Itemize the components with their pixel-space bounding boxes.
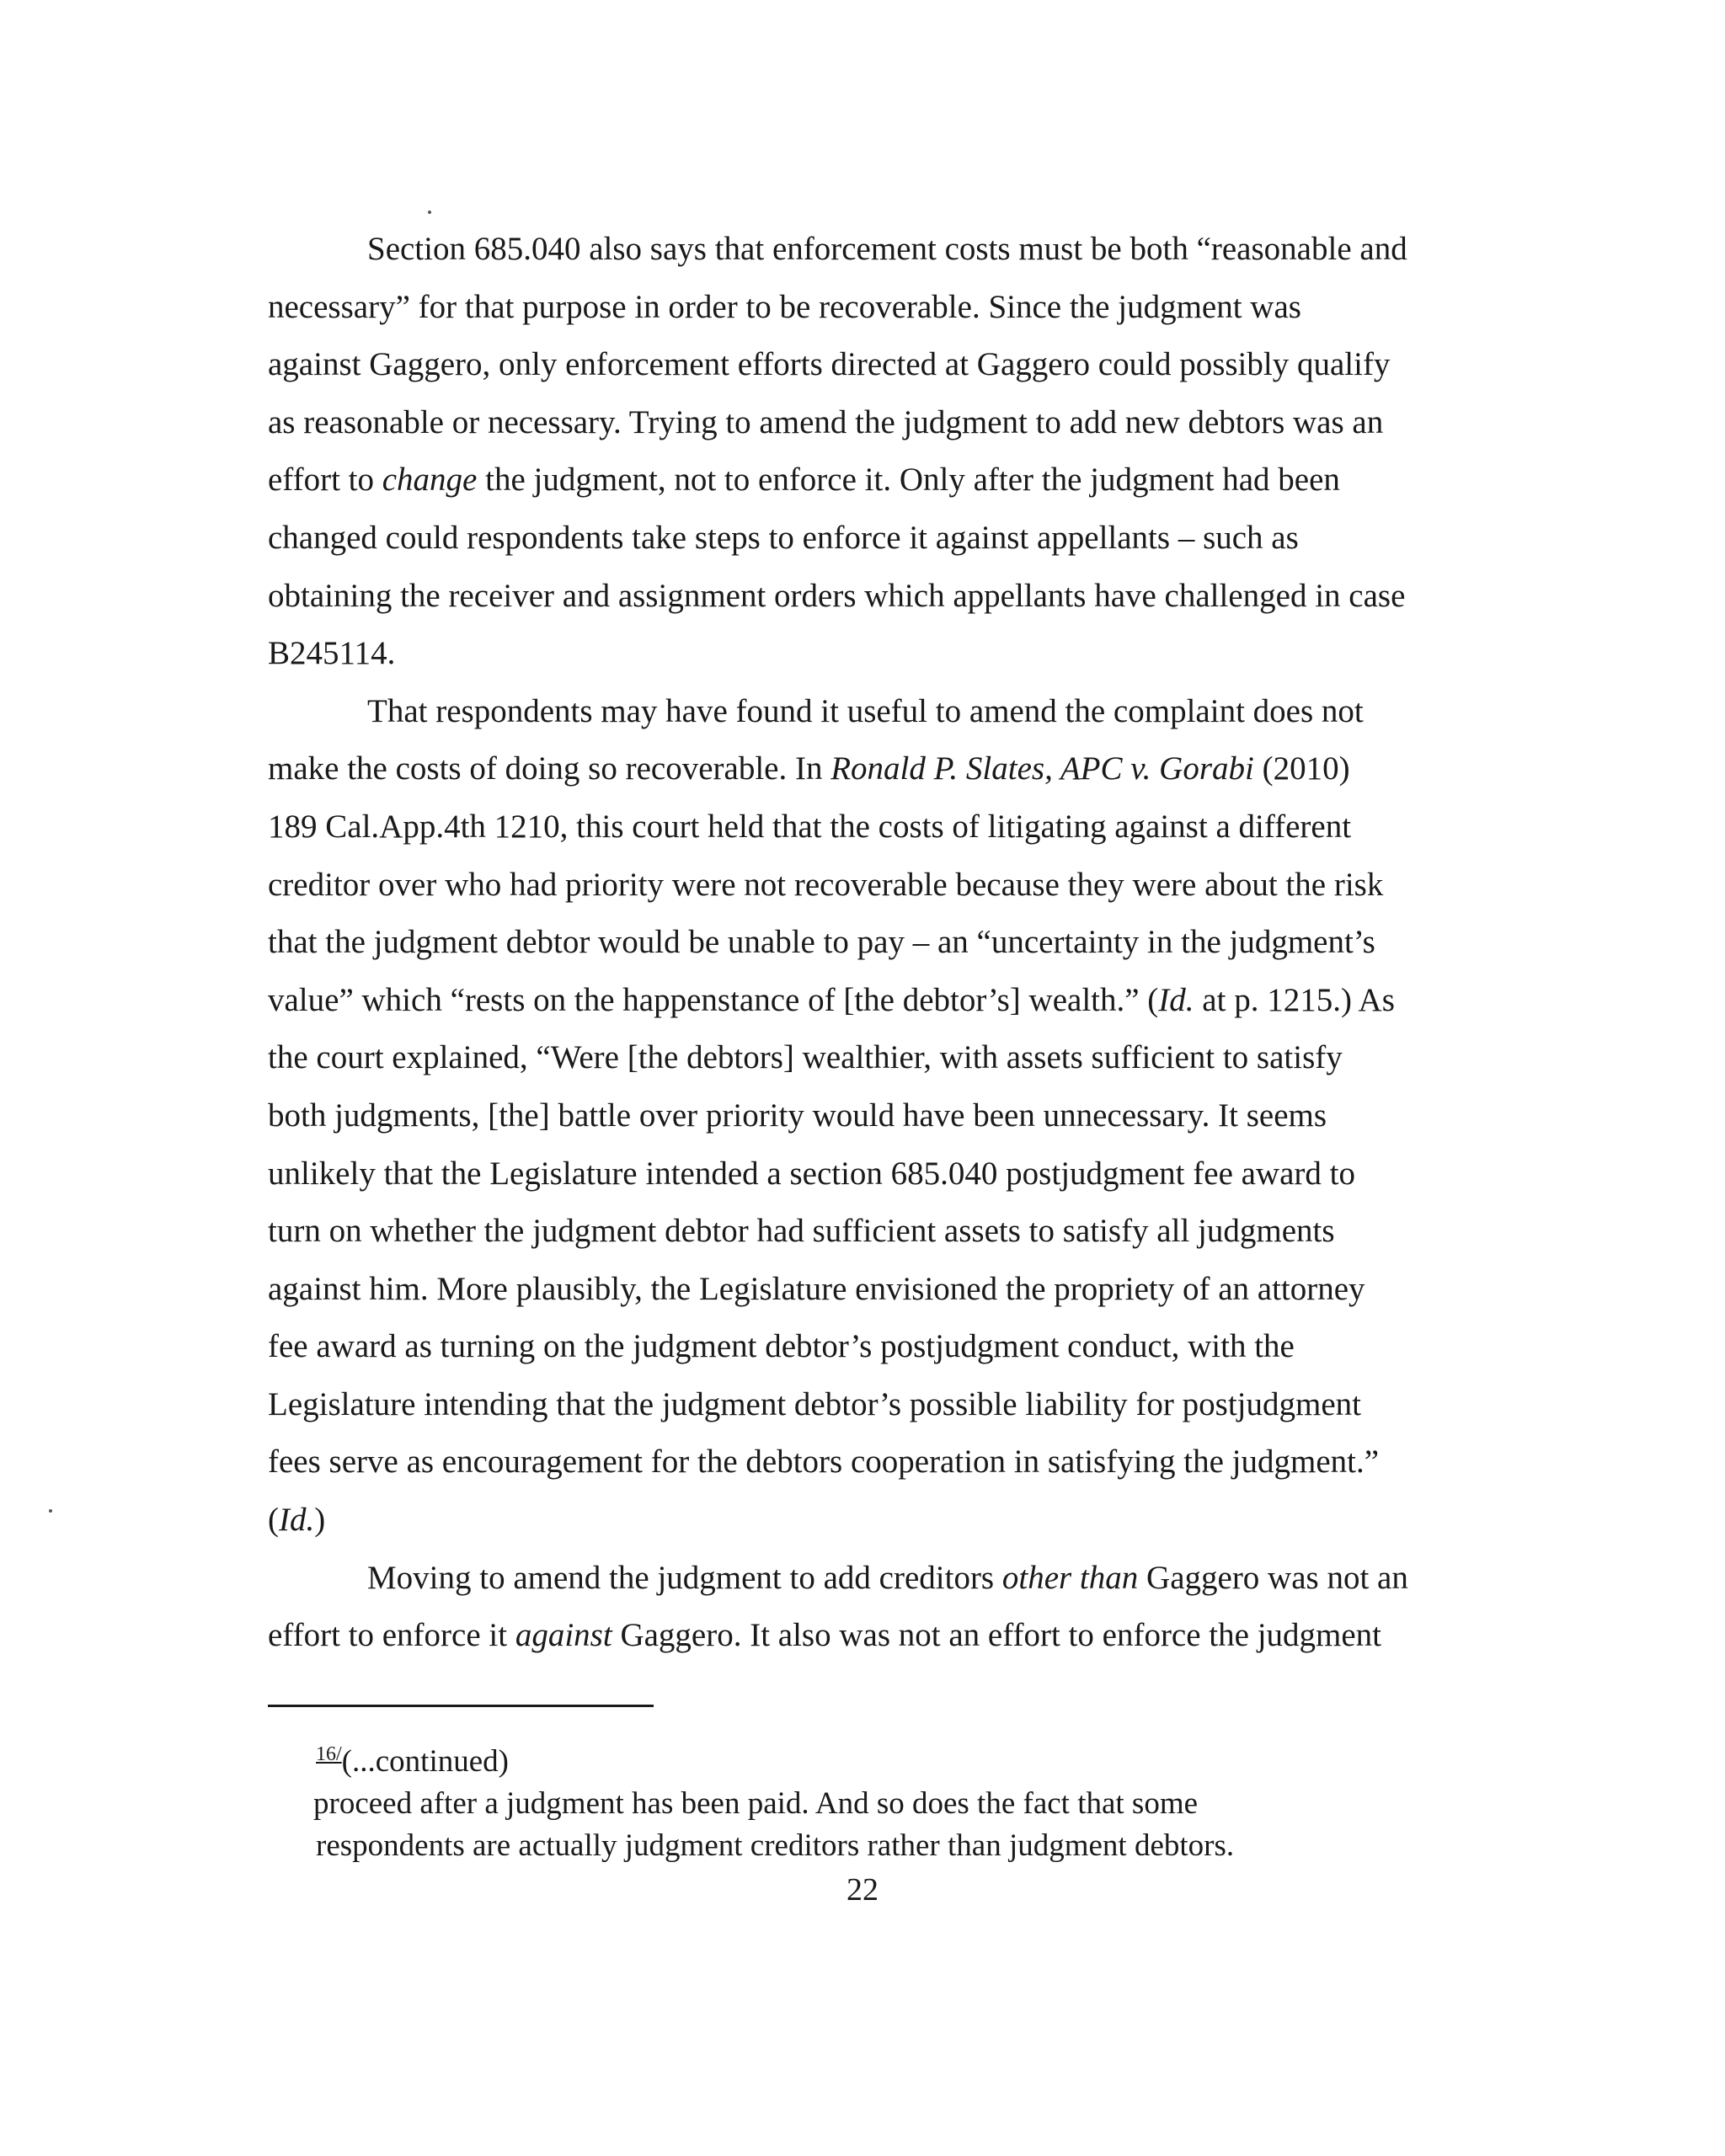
text-line: creditor over who had priority were not recoverable because they were about the risk [268, 866, 1384, 903]
text-line: That respondents may have found it useful to amend the complaint does not [367, 692, 1364, 729]
text-line: the court explained, “Were [the debtors] wealthier, with assets sufficient to satisfy [268, 1039, 1343, 1076]
text-line: turn on whether the judgment debtor had sufficient assets to satisfy all judgments [268, 1213, 1335, 1250]
footnote-continued: (...continued) [341, 1744, 509, 1779]
footnote [313, 1733, 1495, 1867]
text-line: against Gaggero, only enforcement efforts directed at Gaggero could possibly qualify [268, 346, 1391, 383]
text-line: (Id.) [268, 1502, 326, 1539]
text-line: unlikely that the Legislature intended a section 685.040 postjudgment fee award to [268, 1155, 1355, 1192]
text-line: effort to change the judgment, not to enforce it. Only after the judgment had been [268, 462, 1340, 499]
italic-emphasis: other than [1001, 1559, 1139, 1596]
text-line: obtaining the receiver and assignment orders which appellants have challenged in case [268, 577, 1406, 614]
text-line: Legislature intending that the judgment debtor’s possible liability for postjudgment [268, 1385, 1361, 1422]
text-line: effort to enforce it against Gaggero. It also was not an effort to enforce the judgment [268, 1617, 1382, 1654]
text-line: fees serve as encouragement for the debtors cooperation in satisfying the judgment.” [268, 1444, 1380, 1481]
citation-id: Id. [279, 1502, 315, 1539]
footnote-marker: 16/ [316, 1743, 342, 1765]
text-line: changed could respondents take steps to enforce it against appellants – such as [268, 519, 1299, 556]
scan-speck [428, 211, 431, 214]
paragraph-3 [268, 1550, 1481, 1665]
footnote-divider [268, 1705, 654, 1707]
text-line: that the judgment debtor would be unable to pay – an “uncertainty in the judgment’s [268, 924, 1375, 961]
text-line: B245114. [268, 635, 396, 672]
citation-id: Id. [1158, 981, 1194, 1018]
paragraph-2 [268, 683, 1481, 1550]
case-citation: Ronald P. Slates, APC v. Gorabi [830, 750, 1254, 787]
text-line: value” which “rests on the happenstance of [the debtor’s] wealth.” (Id. at p. 1215.) As [268, 981, 1395, 1018]
text-line: both judgments, [the] battle over priority would have been unnecessary. It seems [268, 1097, 1327, 1134]
page-number: 22 [846, 1872, 879, 1908]
text-line: against him. More plausibly, the Legislature envisioned the propriety of an attorney [268, 1270, 1365, 1307]
body-text [268, 221, 1481, 1665]
text-line: Moving to amend the judgment to add creditors other than Gaggero was not an [367, 1559, 1408, 1596]
scan-speck [49, 1509, 52, 1513]
footnote-text-line: proceed after a judgment has been paid. And so does the fact that some [313, 1786, 1199, 1821]
italic-emphasis: change [382, 462, 478, 499]
text-line: fee award as turning on the judgment debtor’s postjudgment conduct, with the [268, 1328, 1295, 1365]
paragraph-1 [268, 221, 1481, 683]
text-line: Section 685.040 also says that enforcement costs must be both “reasonable and [367, 231, 1407, 267]
text-line: make the costs of doing so recoverable. In Ronald P. Slates, APC v. Gorabi (2010) [268, 750, 1350, 787]
text-line: 189 Cal.App.4th 1210, this court held that the costs of litigating against a different [268, 808, 1352, 845]
text-line: as reasonable or necessary. Trying to amend the judgment to add new debtors was an [268, 403, 1384, 440]
text-line: necessary” for that purpose in order to be recoverable. Since the judgment was [268, 288, 1301, 325]
footnote-continued-line [316, 1733, 1495, 1783]
footnote-text-line: respondents are actually judgment creditors rather than judgment debtors. [316, 1828, 1235, 1863]
italic-emphasis: against [515, 1617, 612, 1654]
